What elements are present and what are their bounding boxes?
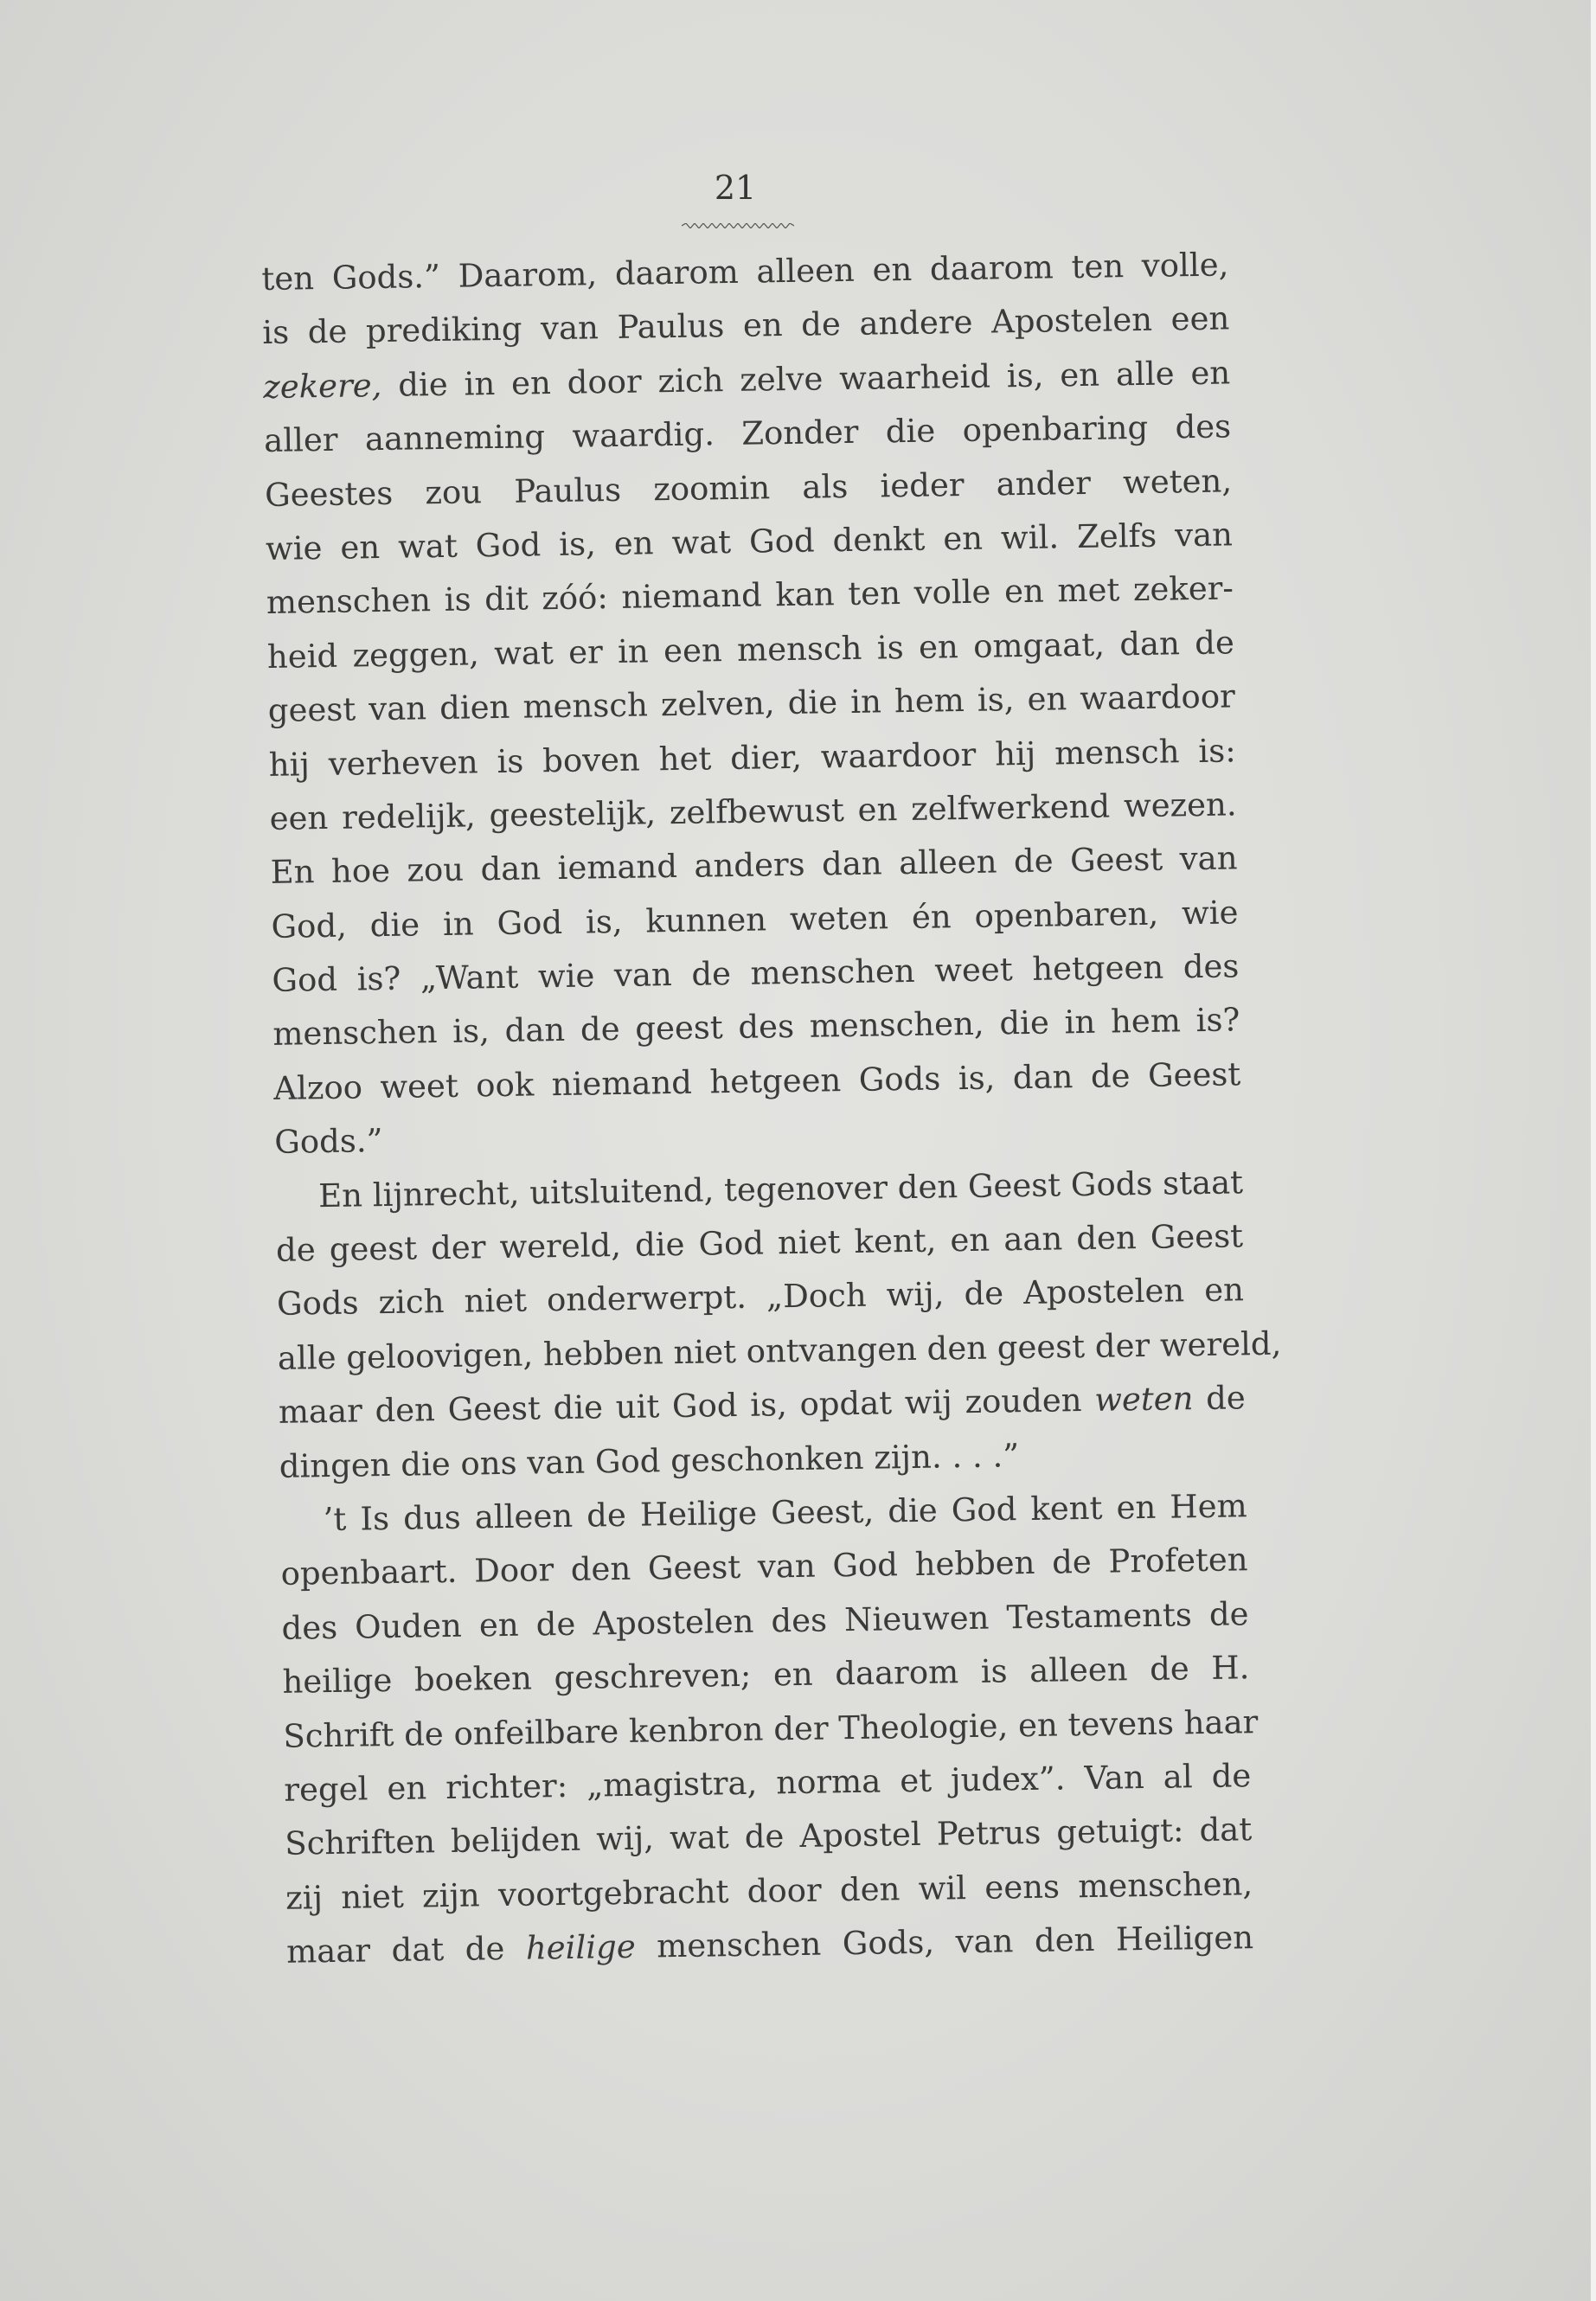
text-segment: wie en wat God is, en wat God denkt en wil. Zelfs van (265, 516, 1234, 567)
text-segment: Gods.” (273, 1122, 383, 1162)
text-segment: hij verheven is boven het dier, waardoor hij mensch is: (268, 731, 1236, 784)
text-segment: menschen Gods, van den Heiligen (635, 1919, 1254, 1965)
text-segment: heilige boeken geschreven; en daarom is alleen de H. (282, 1649, 1250, 1701)
text-segment: alle geloovigen, hebben niet ontvangen den geest der wereld, (277, 1324, 1282, 1377)
body-text (261, 238, 1282, 1979)
text-segment: is de prediking van Paulus en de andere Apostelen een (262, 299, 1230, 352)
text-segment: openbaart. Door den Geest van God hebben de Profeten (280, 1541, 1248, 1593)
text-segment: een redelijk, geestelijk, zelfbewust en zelfwerkend wezen. (269, 785, 1237, 837)
text-segment: ten Gods.” Daarom, daarom alleen en daarom ten volle, (261, 246, 1229, 298)
text-segment: Schrift de onfeilbare kenbron der Theologie, en tevens haar (283, 1702, 1259, 1755)
text-segment: menschen is dit zóó: niemand kan ten volle en met zeker- (266, 569, 1234, 622)
text-segment: Gods zich niet onderwerpt. „Doch wij, de Apostelen en (276, 1271, 1245, 1324)
text-segment: Geestes zou Paulus zoomin als ieder ander weten, (264, 461, 1233, 514)
text-segment: Schriften belijden wij, wat de Apostel Petrus getuigt: dat (284, 1811, 1253, 1863)
text-segment: God is? „Want wie van de menschen weet hetgeen des (272, 947, 1240, 999)
text-segment: geest van dien mensch zelven, die in hem is, en waardoor (267, 677, 1236, 730)
text-segment: Alzoo weet ook niemand hetgeen Gods is, dan de Geest (273, 1055, 1241, 1107)
text-segment: des Ouden en de Apostelen des Nieuwen Testaments de (281, 1595, 1249, 1647)
text-segment: maar dat de (285, 1929, 527, 1971)
text-segment: die in en door zich zelve waarheid is, en alle en (381, 354, 1231, 404)
text-segment: de geest der wereld, die God niet kent, en aan den Geest (275, 1217, 1244, 1269)
italic-text: zekere, (262, 366, 382, 406)
page-edge (1591, 0, 1596, 2301)
page-number: 21 (714, 169, 757, 207)
text-segment: aller aanneming waardig. Zonder die openbaring des (263, 407, 1232, 460)
text-segment: God, die in God is, kunnen weten én openbaren, wie (271, 894, 1239, 945)
text-segment: dingen die ons van God geschonken zijn. . . .” (279, 1436, 1020, 1485)
text-segment: ’t Is dus alleen de Heilige Geest, die God kent en Hem (323, 1487, 1247, 1539)
text-segment: En lijnrecht, uitsluitend, tegenover den Geest Gods staat (317, 1163, 1244, 1215)
italic-text: weten (1093, 1380, 1194, 1420)
text-segment: En hoe zou dan iemand anders dan alleen de Geest van (270, 839, 1238, 892)
text-segment: regel en richter: „magistra, norma et judex”. Van al de (284, 1757, 1252, 1809)
italic-text: heilige (525, 1927, 636, 1967)
text-segment: zij niet zijn voortgebracht door den wil eens menschen, (285, 1864, 1253, 1917)
text-segment: maar den Geest die uit God is, opdat wij zouden (278, 1381, 1095, 1432)
text-segment: menschen is, dan de geest des menschen, die in hem is? (272, 1001, 1240, 1054)
text-segment: heid zeggen, wat er in een mensch is en omgaat, dan de (266, 624, 1235, 676)
page-number-rule (682, 223, 794, 228)
text-segment: de (1193, 1379, 1247, 1418)
